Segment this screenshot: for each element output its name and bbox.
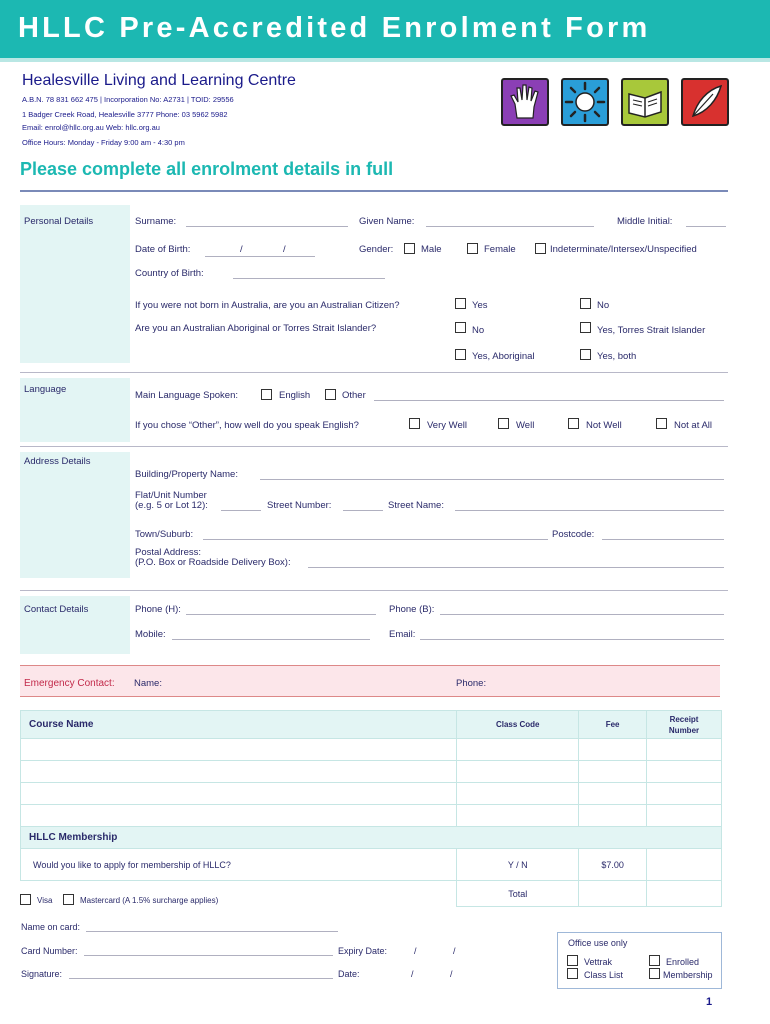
citizen-yes-checkbox[interactable] bbox=[455, 298, 466, 309]
fee-header: Fee bbox=[579, 711, 647, 739]
emergency-phone-label: Phone: bbox=[456, 678, 487, 689]
visa-checkbox[interactable] bbox=[20, 894, 31, 905]
membership-question: Would you like to apply for membership of HLLC? bbox=[21, 849, 457, 881]
mobile-field[interactable] bbox=[172, 639, 370, 640]
country-field[interactable] bbox=[233, 278, 385, 279]
course-table bbox=[20, 710, 722, 907]
citizen-no-label: No bbox=[597, 300, 610, 311]
dob-field[interactable] bbox=[205, 256, 315, 257]
course-name-header: Course Name bbox=[21, 711, 457, 739]
aboriginal-no-checkbox[interactable] bbox=[455, 322, 466, 333]
vettrak-label: Vettrak bbox=[584, 957, 613, 967]
abn-line: A.B.N. 78 831 662 475 | Incorporation No: A2731 | TOID: 29556 bbox=[22, 95, 234, 104]
vettrak-checkbox[interactable] bbox=[567, 955, 578, 966]
book-icon bbox=[621, 78, 669, 126]
card-number-field[interactable] bbox=[84, 955, 333, 956]
address-details-label: Address Details bbox=[24, 456, 91, 467]
table-row bbox=[21, 783, 722, 805]
both-label: Yes, both bbox=[597, 351, 637, 362]
membership-yn[interactable]: Y / N bbox=[457, 849, 579, 881]
hours-line: Office Hours: Monday - Friday 9:00 am - 4:30 pm bbox=[22, 138, 185, 147]
course-cell[interactable] bbox=[21, 739, 457, 761]
class-code-cell[interactable] bbox=[457, 783, 579, 805]
emergency-contact-row bbox=[20, 665, 720, 697]
building-label: Building/Property Name: bbox=[135, 469, 238, 480]
name-on-card-field[interactable] bbox=[86, 931, 338, 932]
mastercard-checkbox[interactable] bbox=[63, 894, 74, 905]
street-number-field[interactable] bbox=[343, 510, 383, 511]
table-row bbox=[21, 805, 722, 827]
class-code-cell[interactable] bbox=[457, 805, 579, 827]
email-label: Email: bbox=[389, 629, 416, 640]
fee-cell[interactable] bbox=[579, 761, 647, 783]
dob-slash-1: / bbox=[240, 244, 243, 255]
phone-b-label: Phone (B): bbox=[389, 604, 435, 615]
indeterminate-label: Indeterminate/Intersex/Unspecified bbox=[550, 244, 697, 255]
course-cell[interactable] bbox=[21, 783, 457, 805]
form-title: HLLC Pre-Accredited Enrolment Form bbox=[18, 12, 651, 44]
mastercard-label: Mastercard (A 1.5% surcharge applies) bbox=[80, 896, 219, 905]
feather-icon bbox=[681, 78, 729, 126]
flat-label-1: Flat/Unit Number bbox=[135, 490, 207, 501]
very-well-label: Very Well bbox=[427, 420, 467, 431]
aboriginal-question: Are you an Australian Aboriginal or Torres Strait Islander? bbox=[135, 323, 377, 334]
aboriginal-no-label: No bbox=[472, 325, 485, 336]
street-name-field[interactable] bbox=[455, 510, 724, 511]
hand-icon bbox=[501, 78, 549, 126]
course-cell[interactable] bbox=[21, 761, 457, 783]
torres-label: Yes, Torres Strait Islander bbox=[597, 325, 706, 336]
phone-b-field[interactable] bbox=[440, 614, 724, 615]
enrolled-checkbox[interactable] bbox=[649, 955, 660, 966]
surname-field[interactable] bbox=[186, 226, 348, 227]
sun-icon bbox=[561, 78, 609, 126]
total-receipt-cell[interactable] bbox=[647, 881, 722, 907]
very-well-checkbox[interactable] bbox=[409, 418, 420, 429]
flat-label-2: (e.g. 5 or Lot 12): bbox=[135, 500, 208, 511]
phone-h-field[interactable] bbox=[186, 614, 376, 615]
other-label: Other bbox=[342, 390, 366, 401]
not-well-label: Not Well bbox=[586, 420, 622, 431]
contact-details-label: Contact Details bbox=[24, 604, 89, 615]
other-checkbox[interactable] bbox=[325, 389, 336, 400]
given-name-field[interactable] bbox=[426, 226, 594, 227]
divider bbox=[20, 590, 728, 591]
dob-label: Date of Birth: bbox=[135, 244, 191, 255]
receipt-header-line2: Number bbox=[668, 725, 700, 735]
citizen-no-checkbox[interactable] bbox=[580, 298, 591, 309]
well-label: Well bbox=[516, 420, 535, 431]
postal-field[interactable] bbox=[308, 567, 724, 568]
name-on-card-label: Name on card: bbox=[21, 922, 81, 932]
citizen-question: If you were not born in Australia, are you an Australian Citizen? bbox=[135, 300, 400, 311]
expiry-label: Expiry Date: bbox=[338, 946, 388, 956]
male-checkbox[interactable] bbox=[404, 243, 415, 254]
female-checkbox[interactable] bbox=[467, 243, 478, 254]
divider bbox=[20, 190, 728, 192]
fee-cell[interactable] bbox=[579, 805, 647, 827]
personal-sidebar bbox=[20, 205, 130, 363]
fee-cell[interactable] bbox=[579, 739, 647, 761]
address-line: 1 Badger Creek Road, Healesville 3777 Phone: 03 5962 5982 bbox=[22, 110, 228, 119]
membership-receipt-cell[interactable] bbox=[647, 849, 722, 881]
male-label: Male bbox=[421, 244, 442, 255]
email-line: Email: enrol@hllc.org.au Web: hllc.org.au bbox=[22, 123, 160, 132]
mobile-label: Mobile: bbox=[135, 629, 166, 640]
class-code-header: Class Code bbox=[457, 711, 579, 739]
table-row bbox=[21, 761, 722, 783]
main-language-label: Main Language Spoken: bbox=[135, 390, 238, 401]
expiry-slash-1: / bbox=[414, 946, 417, 956]
flat-field[interactable] bbox=[221, 510, 261, 511]
class-code-cell[interactable] bbox=[457, 739, 579, 761]
receipt-cell[interactable] bbox=[647, 739, 722, 761]
phone-h-label: Phone (H): bbox=[135, 604, 181, 615]
emergency-label: Emergency Contact: bbox=[24, 678, 115, 689]
membership-header: HLLC Membership bbox=[21, 827, 722, 849]
date-slash-2: / bbox=[450, 969, 453, 979]
signature-field[interactable] bbox=[69, 978, 333, 979]
total-fee-cell[interactable] bbox=[579, 881, 647, 907]
postal-label-2: (P.O. Box or Roadside Delivery Box): bbox=[135, 557, 291, 568]
org-name: Healesville Living and Learning Centre bbox=[22, 72, 296, 89]
indeterminate-checkbox[interactable] bbox=[535, 243, 546, 254]
date-label: Date: bbox=[338, 969, 360, 979]
visa-label: Visa bbox=[37, 896, 53, 905]
town-label: Town/Suburb: bbox=[135, 529, 194, 540]
enrolled-label: Enrolled bbox=[666, 957, 700, 967]
english-label: English bbox=[279, 390, 311, 401]
receipt-header-line1: Receipt bbox=[669, 714, 699, 724]
instruction-headline: Please complete all enrolment details in full bbox=[20, 159, 394, 179]
female-label: Female bbox=[484, 244, 516, 255]
membership-price: $7.00 bbox=[579, 849, 647, 881]
office-use-title: Office use only bbox=[568, 938, 628, 948]
given-name-label: Given Name: bbox=[359, 216, 415, 227]
torres-checkbox[interactable] bbox=[580, 322, 591, 333]
email-field[interactable] bbox=[420, 639, 724, 640]
surname-label: Surname: bbox=[135, 216, 177, 227]
country-label: Country of Birth: bbox=[135, 268, 204, 279]
not-at-all-label: Not at All bbox=[674, 420, 713, 431]
personal-details-label: Personal Details bbox=[24, 216, 94, 227]
address-sidebar bbox=[20, 452, 130, 578]
middle-initial-label: Middle Initial: bbox=[617, 216, 673, 227]
street-number-label: Street Number: bbox=[267, 500, 332, 511]
signature-label: Signature: bbox=[21, 969, 63, 979]
dob-slash-2: / bbox=[283, 244, 286, 255]
not-well-checkbox[interactable] bbox=[568, 418, 579, 429]
membership-checkbox[interactable] bbox=[649, 968, 660, 979]
receipt-cell[interactable] bbox=[647, 805, 722, 827]
postcode-field[interactable] bbox=[602, 539, 724, 540]
fee-cell[interactable] bbox=[579, 783, 647, 805]
citizen-yes-label: Yes bbox=[472, 300, 488, 311]
how-well-question: If you chose “Other”, how well do you speak English? bbox=[135, 420, 359, 431]
receipt-header bbox=[647, 711, 722, 739]
not-at-all-checkbox[interactable] bbox=[656, 418, 667, 429]
gender-label: Gender: bbox=[359, 244, 394, 255]
other-language-field[interactable] bbox=[374, 400, 724, 401]
receipt-cell[interactable] bbox=[647, 783, 722, 805]
aboriginal-yes-label: Yes, Aboriginal bbox=[472, 351, 535, 362]
well-checkbox[interactable] bbox=[498, 418, 509, 429]
table-row bbox=[21, 739, 722, 761]
divider bbox=[20, 446, 728, 447]
street-name-label: Street Name: bbox=[388, 500, 444, 511]
emergency-name-label: Name: bbox=[134, 678, 162, 689]
class-code-cell[interactable] bbox=[457, 761, 579, 783]
english-checkbox[interactable] bbox=[261, 389, 272, 400]
language-label: Language bbox=[24, 384, 67, 395]
postal-label-1: Postal Address: bbox=[135, 547, 202, 558]
receipt-cell[interactable] bbox=[647, 761, 722, 783]
expiry-slash-2: / bbox=[453, 946, 456, 956]
town-field[interactable] bbox=[203, 539, 548, 540]
building-field[interactable] bbox=[260, 479, 724, 480]
date-slash-1: / bbox=[411, 969, 414, 979]
total-label: Total bbox=[457, 881, 579, 907]
class-list-label: Class List bbox=[584, 970, 624, 980]
card-number-label: Card Number: bbox=[21, 946, 78, 956]
divider bbox=[20, 372, 728, 373]
class-list-checkbox[interactable] bbox=[567, 968, 578, 979]
logo-group bbox=[501, 78, 731, 128]
middle-initial-field[interactable] bbox=[686, 226, 726, 227]
both-checkbox[interactable] bbox=[580, 349, 591, 360]
course-cell[interactable] bbox=[21, 805, 457, 827]
page-number: 1 bbox=[706, 996, 713, 1008]
aboriginal-yes-checkbox[interactable] bbox=[455, 349, 466, 360]
postcode-label: Postcode: bbox=[552, 529, 595, 540]
membership-label: Membership bbox=[663, 970, 713, 980]
